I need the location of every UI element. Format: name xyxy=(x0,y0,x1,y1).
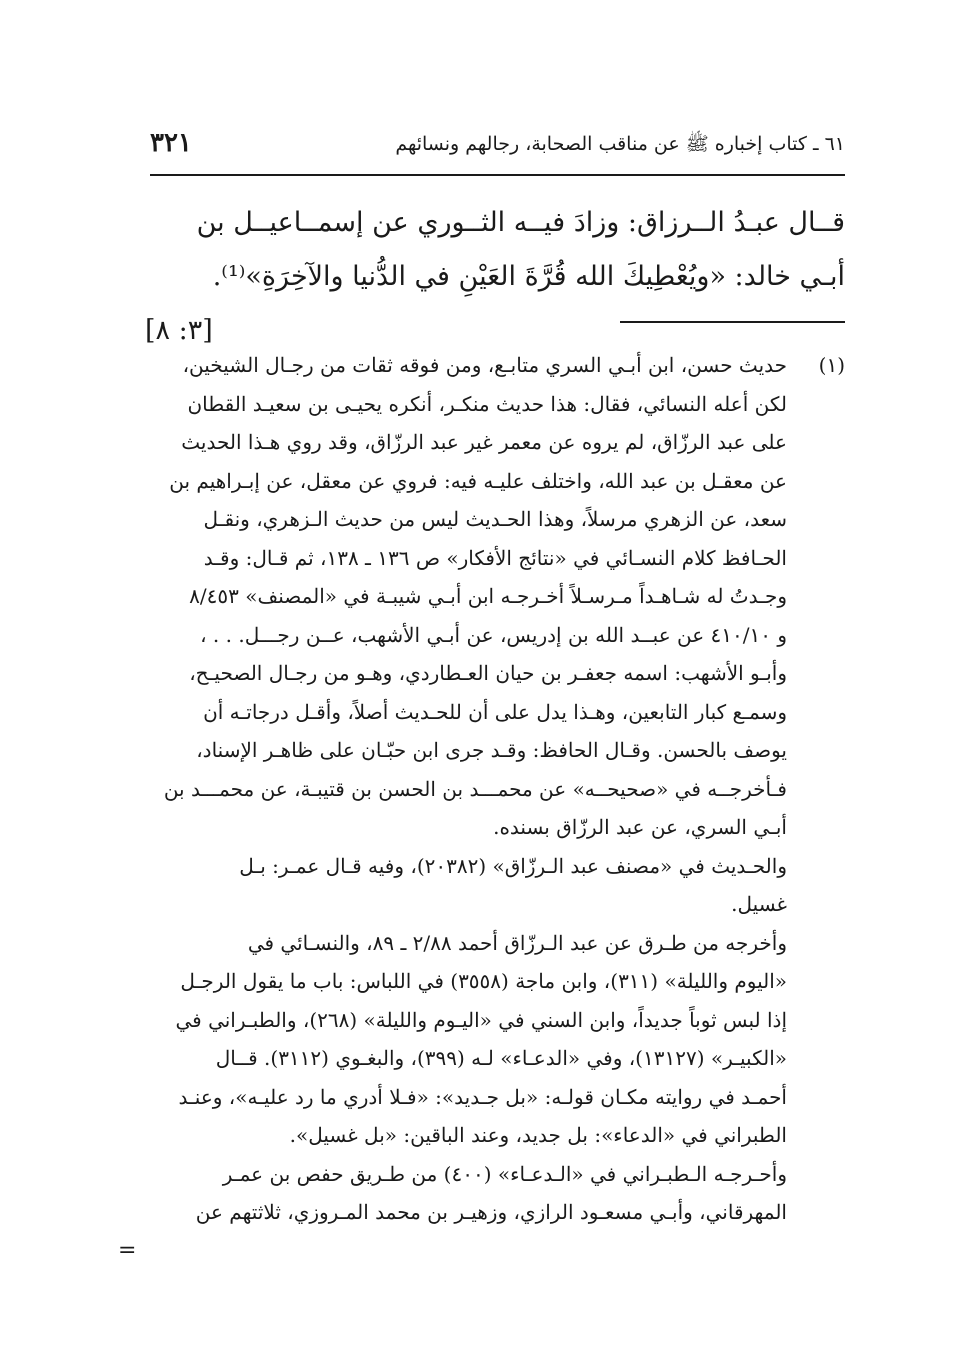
footnote-1 xyxy=(150,346,845,1232)
footnote-paragraph xyxy=(150,924,787,1155)
main-text-line: قــال عبـدُ الــرزاق: وزادَ فيــه الثــوري عن إسمــاعيــل بن xyxy=(196,207,845,238)
footnote-line: المهرقاني، وأبـي مسعـود الرازي، وزهيـر بن محمد المـروزي، ثلاثتهم عن xyxy=(195,1200,787,1224)
running-head: ٦١ ـ كتاب إخباره ﷺ عن مناقب الصحابة، رجالهم ونسائهم xyxy=(395,133,845,155)
footnote-line: غسيل. xyxy=(731,892,787,916)
footnote-paragraph xyxy=(150,1155,787,1232)
continuation-mark: = xyxy=(118,1238,137,1263)
footnote-line: الطبراني في «الدعاء»: بل جديد، وعند الباقين: «بل غسيل». xyxy=(289,1123,787,1147)
footnote-line: «اليوم والليلة» (٣١١)، وابن ماجة (٣٥٥٨) في اللباس: باب ما يقول الرجـل xyxy=(180,969,787,993)
footnote-line: لكن أعله النسائي، فقال: هذا حديث منكـر، أنكره يحيـى بن سعيـد القطان xyxy=(187,391,787,416)
footnote-line: وجـدتُ له شـاهـداً مـرسـلاً أخـرجـه ابن أبـي شيبـة في «المصنف» ٨/٤٥٣ xyxy=(189,584,787,608)
page-header xyxy=(150,128,845,164)
main-text-line-content: أبـي خالد: «ويُعْطِيكَ الله قُرَّةَ العَيْنِ في الدُّنيا والآخِرَةِ»⁽¹⁾. xyxy=(212,261,845,292)
footnote-line: وأبـو الأشهب: اسمه جعفـر بن حيان العـطاردي، وهـو من رجـال الصحيـح، xyxy=(189,661,787,685)
footnote-marker: (١) xyxy=(818,353,845,377)
footnotes xyxy=(150,346,845,1232)
footnote-line: و ٤١٠/١٠ عن عبــد الله بن إدريس، عن أبـي الأشهب، عــن رجـــل. . . ، xyxy=(200,622,787,647)
footnote-line: سعد، عن الزهري مرسلاً، وهذا الحـديث ليس من حديث الـزهري، ونقـل xyxy=(203,507,787,531)
footnote-line: وأخرجه من طـرق عن عبد الـرزّاق أحمد ٢/٨٨ ـ ٨٩، والنسـائي في xyxy=(247,930,787,955)
page-number: ٣٢١ xyxy=(150,128,192,158)
main-text xyxy=(145,196,845,358)
source-reference: [٣: ٨] xyxy=(145,315,213,346)
footnote-line: حديث حسن، ابن أبـي السري متابـع، ومن فوقه ثقات من رجـال الشيخين، xyxy=(182,353,787,377)
footnote-separator xyxy=(620,321,845,323)
footnote-line: على عبد الرزّاق، لم يروه عن معمر غير عبد الرزّاق، وقد روي هـذا الحديث xyxy=(181,430,787,454)
footnote-line: والحـديث في «مصنف عبد الـرزّاق» (٢٠٣٨٢)، وفيه قـال عمـر: بـل xyxy=(239,853,787,878)
footnote-paragraph xyxy=(150,847,787,924)
footnote-line: وأحـرجـه الـطبـراني في «الـدعـاء» (٤٠٠) من طـريق حفص بن عمـر xyxy=(222,1161,787,1186)
footnote-body xyxy=(150,346,787,1232)
footnote-line: فـأخرجــه في «صحيحــه» عن محمـــد بن الحسن بن قتيبـة، عن محمـــد بن xyxy=(163,776,787,801)
main-text-line xyxy=(145,250,845,358)
footnote-line: «الكبيـر» (١٣١٢٧)، وفي «الدعـاء» لـه (٣٩٩)، والبغـوي (٣١١٢). قــال xyxy=(215,1046,787,1070)
header-rule xyxy=(150,174,845,176)
footnote-line: عن معقـل بن عبد الله، واختلف عليـه فيه: فروي عن معقل، عن إبـراهيم بن xyxy=(169,468,787,493)
footnote-line: وسمـع كبار التابعين، وهـذا يدل على أن للحـديث أصلاً، وأقـل درجاتـه أن xyxy=(203,699,787,724)
footnote-line: إذا لبس ثوباً جديداً، وابن السني في «اليـوم والليلة» (٢٦٨)، والطبـراني في xyxy=(175,1007,787,1032)
footnote-line: أبـي السري، عن عبد الرزّاق بسنده. xyxy=(493,815,787,839)
footnote-line: يوصف بالحسن. وقـال الحافظ: وقـد جرى ابن حبّـان على ظاهـر الإسناد، xyxy=(196,738,787,762)
footnote-line: أحمـد في روايته مكـان قولـه: «بل جـديد»: «فـلا أدري ما رد عليـه»، وعنـد xyxy=(178,1084,787,1109)
footnote-line: الحـافظ كلام النسـائي في «نتائج الأفكار» ص ١٣٦ ـ ١٣٨، ثم قـال: وقـد xyxy=(203,545,787,570)
